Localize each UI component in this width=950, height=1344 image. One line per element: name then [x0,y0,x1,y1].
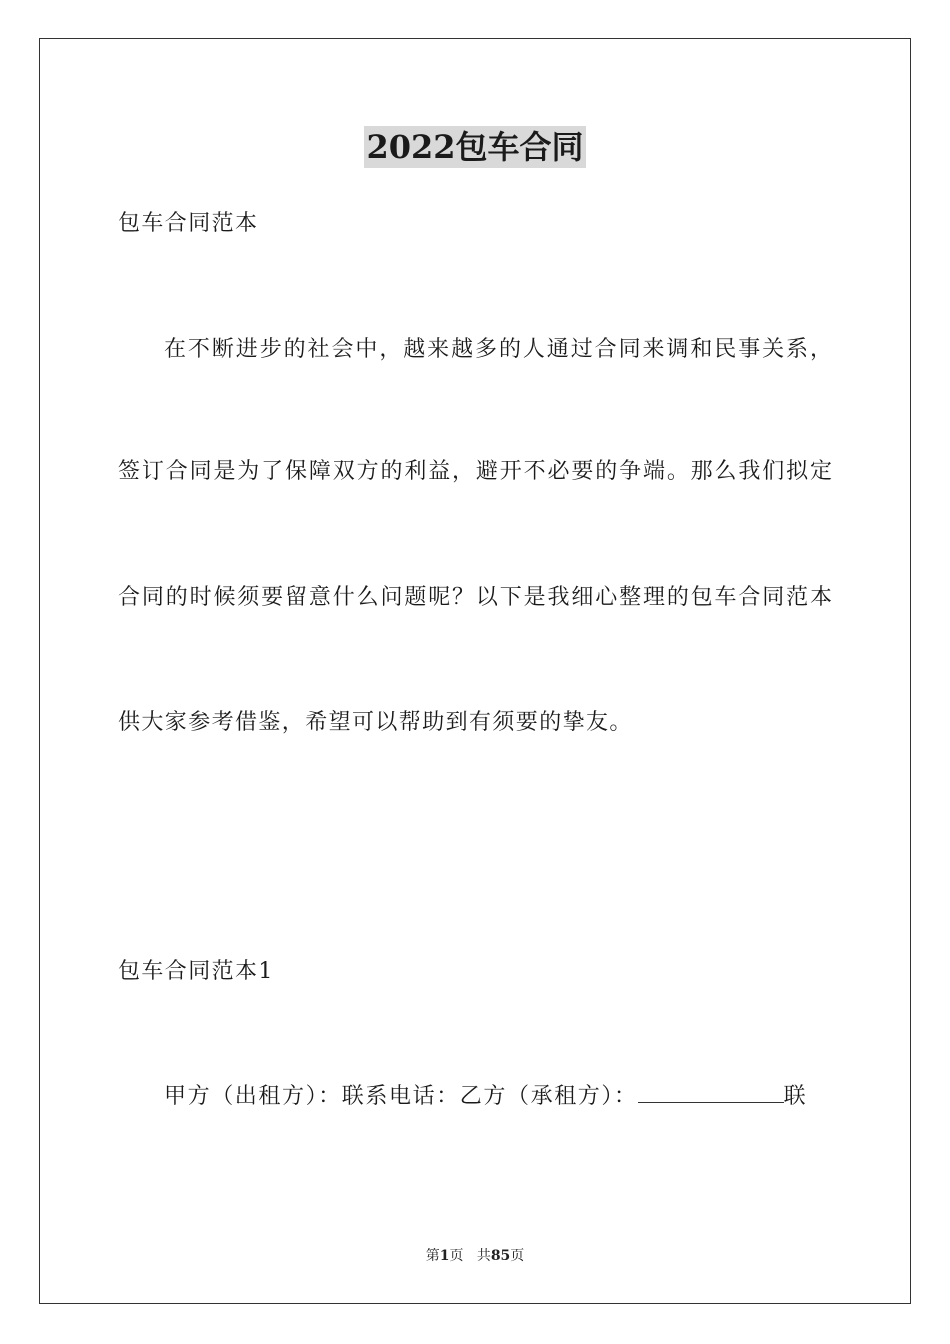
footer-total-prefix: 共 [476,1248,491,1264]
party-line-end: 联 [783,1084,808,1109]
footer-page-suffix: 页 [449,1248,464,1264]
intro-line-4: 供大家参考借鉴，希望可以帮助到有须要的挚友。 [118,710,633,735]
party-line-text: 甲方（出租方）：联系电话：乙方（承租方）： [164,1084,638,1109]
footer-page-number: 1 [439,1248,450,1264]
intro-line-2: 签订合同是为了保障双方的利益，避开不必要的争端。那么我们拟定 [118,459,832,484]
footer-page-prefix: 第 [425,1248,440,1264]
footer-total-pages: 85 [490,1248,511,1264]
section-heading: 包车合同范本1 [118,959,274,984]
intro-line-1: 在不断进步的社会中，越来越多的人通过合同来调和民事关系， [164,337,832,362]
party-line [164,1082,807,1111]
page-footer [0,1247,950,1265]
intro-line-3: 合同的时候须要留意什么问题呢？以下是我细心整理的包车合同范本 [118,585,832,610]
footer-total-suffix: 页 [510,1248,525,1264]
blank-underline [638,1082,784,1103]
title-wrap [0,126,950,168]
document-title: 2022包车合同 [366,128,584,166]
subtitle: 包车合同范本 [118,211,259,236]
